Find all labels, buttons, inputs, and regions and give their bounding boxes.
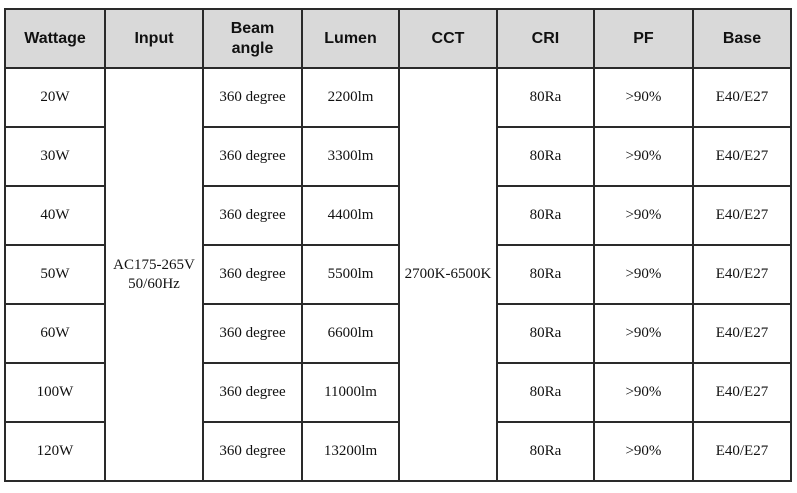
- cell-wattage: 120W: [5, 422, 105, 481]
- cell-cri: 80Ra: [497, 68, 594, 127]
- header-pf: PF: [594, 9, 693, 68]
- cell-cri: 80Ra: [497, 363, 594, 422]
- cell-pf: >90%: [594, 304, 693, 363]
- cell-input-merged: [105, 68, 203, 481]
- cell-base: E40/E27: [693, 304, 791, 363]
- cell-beam-angle: 360 degree: [203, 68, 302, 127]
- cell-pf: >90%: [594, 422, 693, 481]
- cell-wattage: 40W: [5, 186, 105, 245]
- spec-table: [4, 8, 792, 482]
- table-header: [5, 9, 791, 68]
- cell-lumen: 4400lm: [302, 186, 399, 245]
- cell-lumen: 2200lm: [302, 68, 399, 127]
- cell-wattage: 100W: [5, 363, 105, 422]
- cell-pf: >90%: [594, 186, 693, 245]
- cell-cri: 80Ra: [497, 422, 594, 481]
- header-lumen: Lumen: [302, 9, 399, 68]
- cell-beam-angle: 360 degree: [203, 363, 302, 422]
- cell-lumen: 3300lm: [302, 127, 399, 186]
- cell-lumen: 6600lm: [302, 304, 399, 363]
- cell-base: E40/E27: [693, 186, 791, 245]
- cell-lumen: 11000lm: [302, 363, 399, 422]
- cell-lumen: 5500lm: [302, 245, 399, 304]
- cell-wattage: 50W: [5, 245, 105, 304]
- cell-beam-angle: 360 degree: [203, 127, 302, 186]
- cell-wattage: 20W: [5, 68, 105, 127]
- cell-pf: >90%: [594, 363, 693, 422]
- header-wattage: Wattage: [5, 9, 105, 68]
- cell-beam-angle: 360 degree: [203, 422, 302, 481]
- cell-base: E40/E27: [693, 127, 791, 186]
- cell-beam-angle: 360 degree: [203, 304, 302, 363]
- cell-cri: 80Ra: [497, 186, 594, 245]
- cell-cct-merged: 2700K-6500K: [399, 68, 497, 481]
- cell-cri: 80Ra: [497, 304, 594, 363]
- header-cri: CRI: [497, 9, 594, 68]
- cell-base: E40/E27: [693, 422, 791, 481]
- cell-base: E40/E27: [693, 245, 791, 304]
- cell-cri: 80Ra: [497, 245, 594, 304]
- cell-cri: 80Ra: [497, 127, 594, 186]
- cell-base: E40/E27: [693, 363, 791, 422]
- header-cct: CCT: [399, 9, 497, 68]
- header-beam-angle-label: Beam angle: [230, 19, 275, 57]
- header-row: [5, 9, 791, 68]
- header-base: Base: [693, 9, 791, 68]
- table-body: [5, 68, 791, 481]
- header-beam-angle: [203, 9, 302, 68]
- header-input: Input: [105, 9, 203, 68]
- input-frequency: 50/60Hz: [128, 275, 180, 292]
- cell-lumen: 13200lm: [302, 422, 399, 481]
- cell-base: E40/E27: [693, 68, 791, 127]
- cell-wattage: 30W: [5, 127, 105, 186]
- cell-pf: >90%: [594, 68, 693, 127]
- cell-beam-angle: 360 degree: [203, 245, 302, 304]
- table-row: [5, 68, 791, 127]
- cell-pf: >90%: [594, 127, 693, 186]
- cell-beam-angle: 360 degree: [203, 186, 302, 245]
- input-voltage: AC175-265V: [113, 256, 195, 273]
- cell-pf: >90%: [594, 245, 693, 304]
- cell-wattage: 60W: [5, 304, 105, 363]
